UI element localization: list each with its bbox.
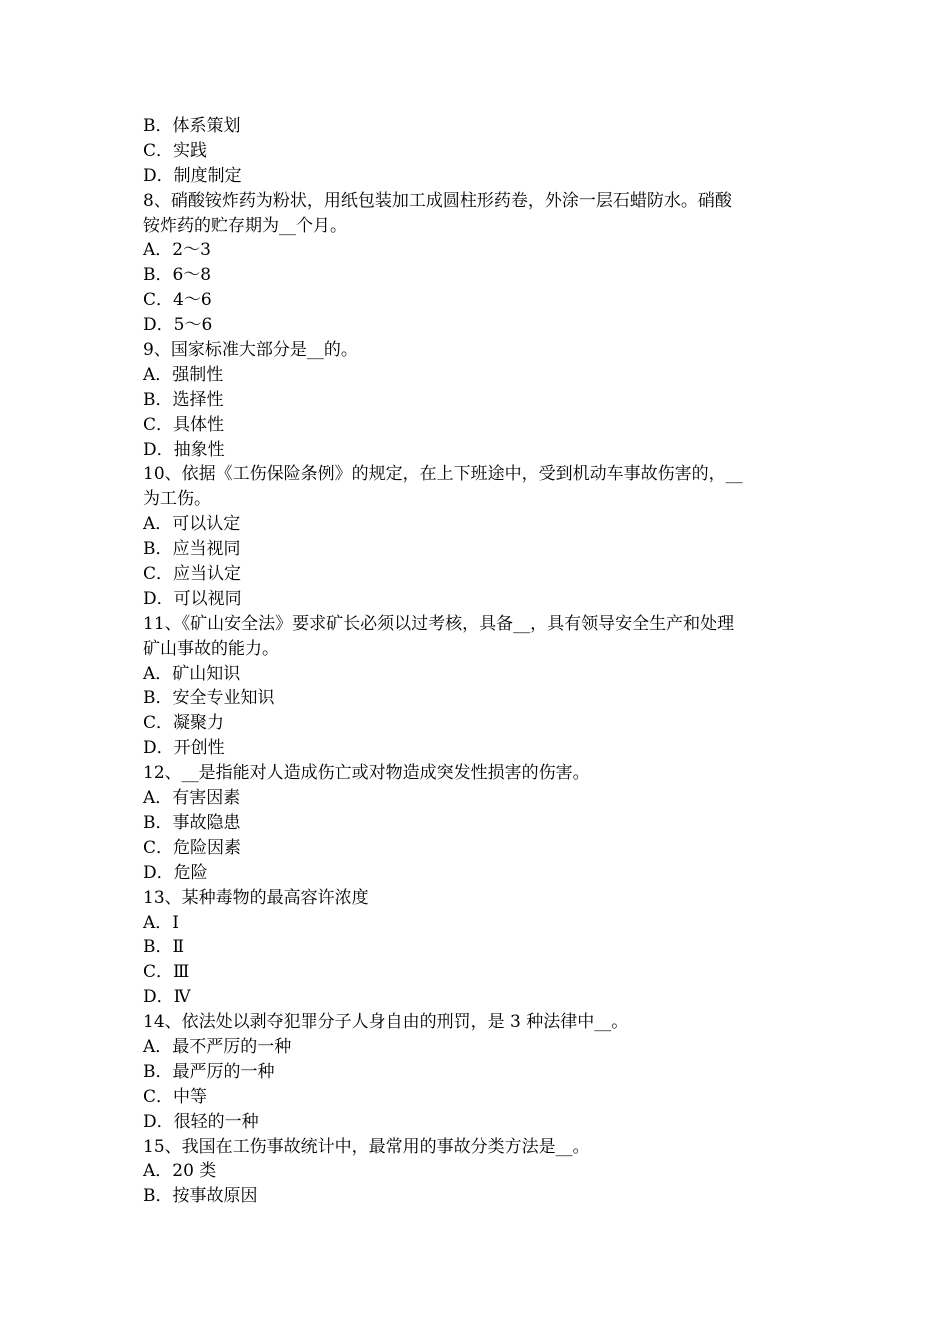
option-line: C．4～6 [143, 290, 212, 311]
question-line: 11、《矿山安全法》要求矿长必须以过考核，具备__，具有领导安全生产和处理 [143, 613, 735, 634]
option-line: A．最不严厉的一种 [143, 1036, 292, 1057]
option-line: D．开创性 [143, 738, 225, 759]
option-line: C．Ⅲ [143, 962, 190, 983]
question-line: 12、__是指能对人造成伤亡或对物造成突发性损害的伤害。 [143, 763, 590, 784]
option-line: B．6～8 [143, 265, 212, 286]
question-line: 14、依法处以剥夺犯罪分子人身自由的刑罚，是 3 种法律中__。 [143, 1012, 629, 1033]
option-line: B．安全专业知识 [143, 688, 275, 709]
question-line: 矿山事故的能力。 [143, 638, 279, 659]
question-line: 为工伤。 [143, 489, 211, 510]
option-line: A．矿山知识 [143, 663, 241, 684]
question-line: 9、国家标准大部分是__的。 [143, 340, 358, 361]
option-line: B．体系策划 [143, 116, 241, 136]
document-body [143, 114, 813, 1209]
option-line: C．应当认定 [143, 564, 242, 585]
option-line: D．很轻的一种 [143, 1111, 259, 1132]
option-line: A．强制性 [143, 364, 224, 385]
option-line: C．中等 [143, 1086, 208, 1107]
option-line: C．实践 [143, 140, 208, 161]
option-line: D．可以视同 [143, 588, 242, 609]
question-line: 8、硝酸铵炸药为粉状，用纸包装加工成圆柱形药卷，外涂一层石蜡防水。硝酸 [143, 190, 732, 211]
question-line: 13、某种毒物的最高容许浓度 [143, 887, 369, 908]
option-line: B．事故隐患 [143, 812, 241, 833]
option-line: A．可以认定 [143, 514, 241, 535]
option-line: D．5～6 [143, 315, 213, 336]
option-line: C．具体性 [143, 414, 225, 435]
option-line: D．Ⅳ [143, 987, 191, 1008]
option-line: A．2～3 [143, 240, 211, 261]
option-line: D．制度制定 [143, 165, 242, 186]
option-line: B．最严厉的一种 [143, 1061, 275, 1082]
option-line: D．抽象性 [143, 439, 225, 460]
question-line: 10、依据《工伤保险条例》的规定，在上下班途中，受到机动车事故伤害的，__ [143, 464, 743, 485]
option-line: D．危险 [143, 862, 208, 883]
question-line: 15、我国在工伤事故统计中，最常用的事故分类方法是__。 [143, 1136, 590, 1157]
option-line: B．按事故原因 [143, 1186, 258, 1207]
option-line: A．20 类 [143, 1161, 217, 1182]
option-line: C．凝聚力 [143, 713, 225, 734]
question-line: 铵炸药的贮存期为__个月。 [143, 215, 347, 236]
option-line: B．选择性 [143, 389, 224, 410]
option-line: A．有害因素 [143, 788, 241, 809]
option-line: B．Ⅱ [143, 937, 185, 958]
option-line: A．Ⅰ [143, 912, 179, 933]
option-line: C．危险因素 [143, 837, 242, 858]
option-line: B．应当视同 [143, 539, 241, 560]
